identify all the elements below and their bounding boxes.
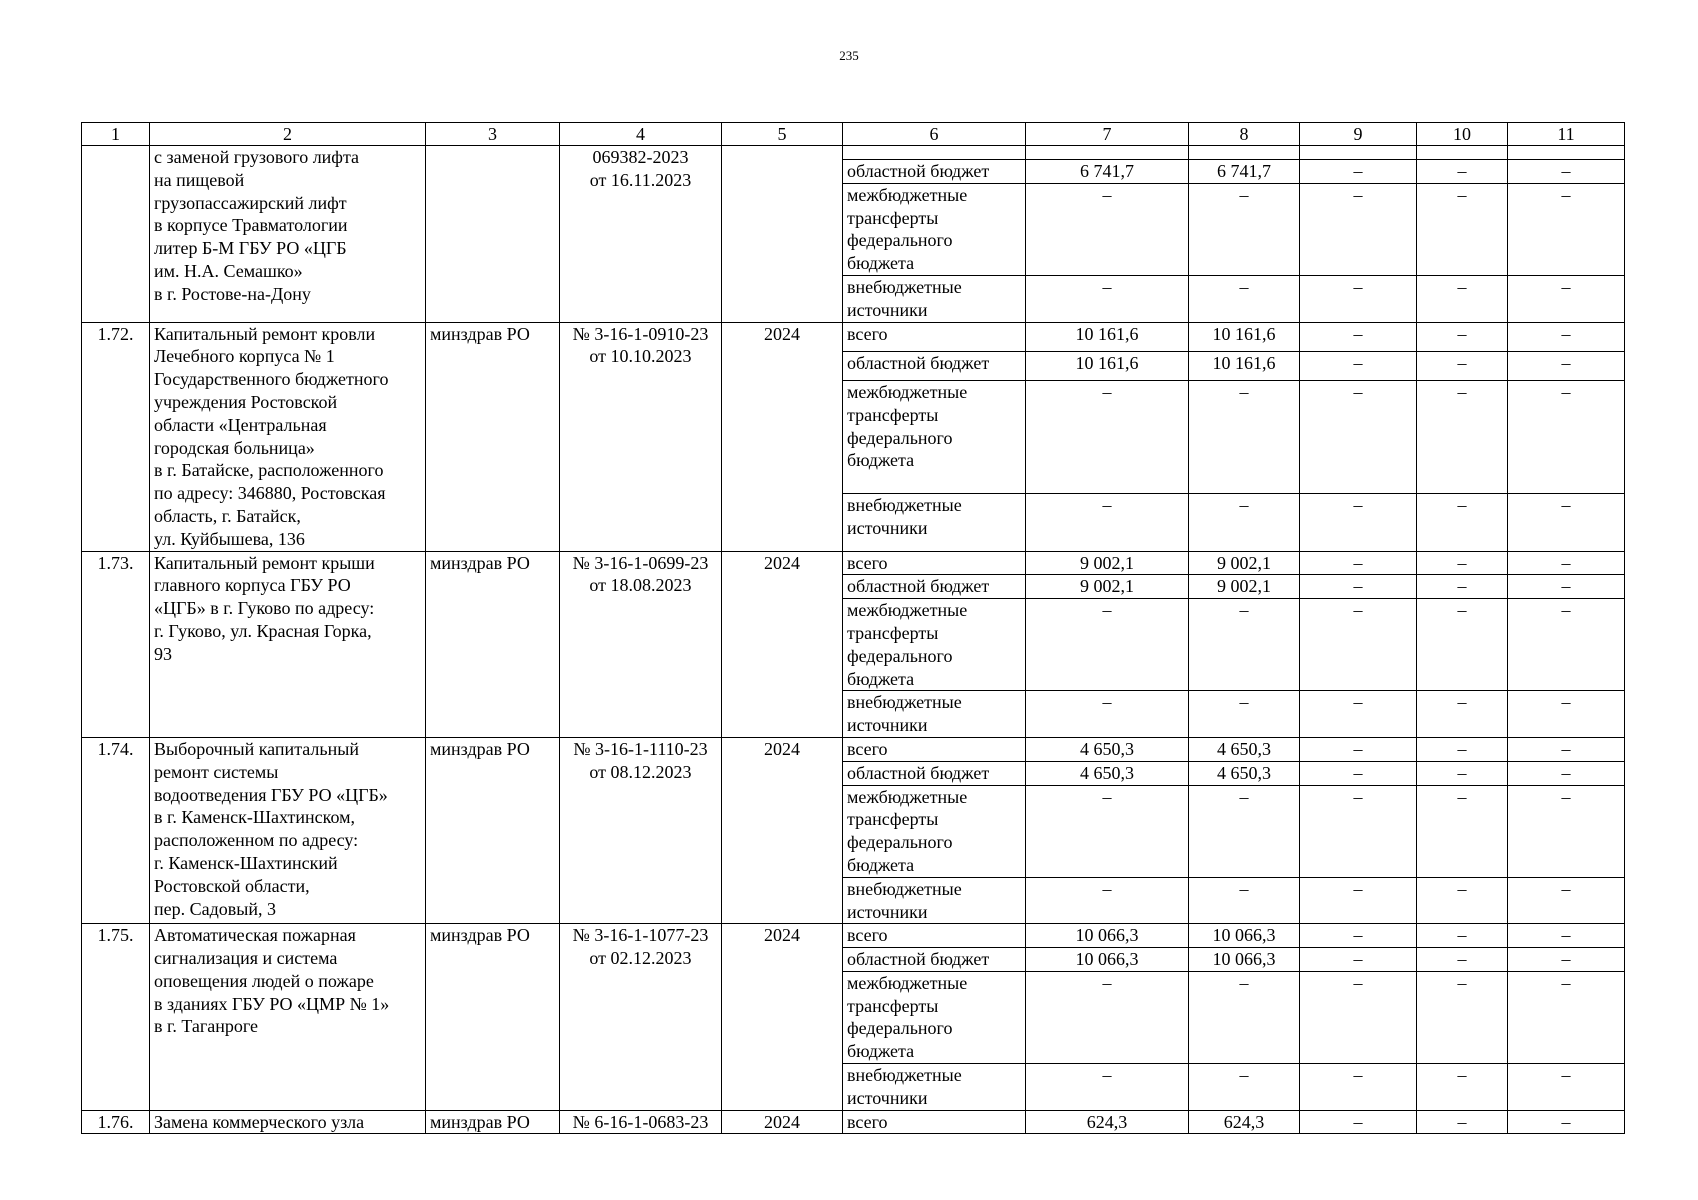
column-header: 4 — [560, 123, 722, 146]
amount-col-11: – — [1508, 971, 1625, 1063]
executor: минздрав РО — [426, 551, 560, 737]
amount-col-8: 9 002,1 — [1189, 575, 1300, 599]
amount-col-11: – — [1508, 351, 1625, 380]
year: 2024 — [722, 551, 843, 737]
funding-source: всего — [843, 1110, 1026, 1134]
amount-col-10: – — [1417, 551, 1508, 575]
funding-source: межбюджетные трансферты федерального бюджета — [843, 971, 1026, 1063]
amount-col-9: – — [1300, 275, 1417, 322]
funding-source: всего — [843, 924, 1026, 948]
table-row — [82, 924, 1625, 948]
column-header: 2 — [150, 123, 426, 146]
amount-col-11: – — [1508, 1064, 1625, 1111]
item-number — [82, 146, 150, 323]
funding-source: всего — [843, 737, 1026, 761]
column-header: 10 — [1417, 123, 1508, 146]
item-name: Выборочный капитальный ремонт системы водоотведения ГБУ РО «ЦГБ» в г. Каменск-Шахтинском, расположенном по адресу: г. Каменск-Шахтинский Ростовской области, пер. Садовый, 3 — [150, 737, 426, 923]
amount-col-7: – — [1026, 494, 1189, 551]
amount-col-9: – — [1300, 322, 1417, 351]
funding-source: внебюджетные источники — [843, 494, 1026, 551]
item-number: 1.76. — [82, 1110, 150, 1134]
amount-col-9: – — [1300, 971, 1417, 1063]
amount-col-10: – — [1417, 737, 1508, 761]
amount-col-10: – — [1417, 1110, 1508, 1134]
column-header: 9 — [1300, 123, 1417, 146]
amount-col-8: – — [1189, 691, 1300, 738]
amount-col-9: – — [1300, 183, 1417, 275]
executor — [426, 146, 560, 323]
amount-col-8 — [1189, 146, 1300, 160]
amount-col-8: 9 002,1 — [1189, 551, 1300, 575]
table-row — [82, 322, 1625, 351]
amount-col-8: – — [1189, 1064, 1300, 1111]
amount-col-11: – — [1508, 948, 1625, 972]
funding-source: областной бюджет — [843, 761, 1026, 785]
amount-col-7: – — [1026, 877, 1189, 924]
amount-col-9 — [1300, 146, 1417, 160]
budget-table — [81, 122, 1625, 1134]
year: 2024 — [722, 737, 843, 923]
page-number: 235 — [839, 48, 859, 63]
amount-col-9: – — [1300, 351, 1417, 380]
table-row — [82, 1110, 1625, 1134]
amount-col-8: – — [1189, 494, 1300, 551]
amount-col-10: – — [1417, 948, 1508, 972]
amount-col-8: 10 066,3 — [1189, 924, 1300, 948]
amount-col-7: – — [1026, 381, 1189, 494]
year: 2024 — [722, 924, 843, 1110]
amount-col-10: – — [1417, 785, 1508, 877]
executor: минздрав РО — [426, 924, 560, 1110]
executor: минздрав РО — [426, 1110, 560, 1134]
amount-col-11: – — [1508, 1110, 1625, 1134]
amount-col-9: – — [1300, 761, 1417, 785]
amount-col-11: – — [1508, 160, 1625, 184]
amount-col-9: – — [1300, 691, 1417, 738]
funding-source: областной бюджет — [843, 575, 1026, 599]
column-header: 5 — [722, 123, 843, 146]
column-header: 7 — [1026, 123, 1189, 146]
amount-col-8: 624,3 — [1189, 1110, 1300, 1134]
amount-col-11: – — [1508, 737, 1625, 761]
amount-col-8: – — [1189, 381, 1300, 494]
table-row — [82, 146, 1625, 160]
amount-col-10: – — [1417, 599, 1508, 691]
amount-col-10: – — [1417, 322, 1508, 351]
item-name: с заменой грузового лифта на пищевой грузопассажирский лифт в корпусе Травматологии литер Б-М ГБУ РО «ЦГБ им. Н.А. Семашко» в г. Ростове-на-Дону — [150, 146, 426, 323]
amount-col-11: – — [1508, 599, 1625, 691]
item-number: 1.75. — [82, 924, 150, 1110]
amount-col-7: 6 741,7 — [1026, 160, 1189, 184]
item-number: 1.74. — [82, 737, 150, 923]
document-number: № 3-16-1-1077-23 от 02.12.2023 — [560, 924, 722, 1110]
amount-col-9: – — [1300, 494, 1417, 551]
amount-col-10: – — [1417, 381, 1508, 494]
amount-col-8: – — [1189, 971, 1300, 1063]
document-number: № 6-16-1-0683-23 — [560, 1110, 722, 1134]
amount-col-7: 9 002,1 — [1026, 551, 1189, 575]
amount-col-8: 10 161,6 — [1189, 351, 1300, 380]
amount-col-9: – — [1300, 1110, 1417, 1134]
amount-col-10: – — [1417, 691, 1508, 738]
item-name: Замена коммерческого узла — [150, 1110, 426, 1134]
amount-col-7: 10 161,6 — [1026, 322, 1189, 351]
amount-col-9: – — [1300, 877, 1417, 924]
amount-col-7: – — [1026, 183, 1189, 275]
funding-source: межбюджетные трансферты федерального бюджета — [843, 381, 1026, 494]
amount-col-11: – — [1508, 183, 1625, 275]
amount-col-11: – — [1508, 494, 1625, 551]
funding-source: внебюджетные источники — [843, 691, 1026, 738]
amount-col-9: – — [1300, 924, 1417, 948]
amount-col-8: – — [1189, 183, 1300, 275]
amount-col-11: – — [1508, 551, 1625, 575]
amount-col-9: – — [1300, 551, 1417, 575]
amount-col-10: – — [1417, 183, 1508, 275]
item-name: Автоматическая пожарная сигнализация и система оповещения людей о пожаре в зданиях ГБУ РО «ЦМР № 1» в г. Таганроге — [150, 924, 426, 1110]
year: 2024 — [722, 1110, 843, 1134]
funding-source: внебюджетные источники — [843, 275, 1026, 322]
amount-col-8: 10 066,3 — [1189, 948, 1300, 972]
amount-col-7: – — [1026, 599, 1189, 691]
item-name: Капитальный ремонт крыши главного корпуса ГБУ РО «ЦГБ» в г. Гуково по адресу: г. Гуково, ул. Красная Горка, 93 — [150, 551, 426, 737]
funding-source: внебюджетные источники — [843, 877, 1026, 924]
item-number: 1.72. — [82, 322, 150, 551]
amount-col-10: – — [1417, 351, 1508, 380]
amount-col-10: – — [1417, 877, 1508, 924]
amount-col-11: – — [1508, 924, 1625, 948]
funding-source: всего — [843, 551, 1026, 575]
amount-col-9: – — [1300, 1064, 1417, 1111]
amount-col-11: – — [1508, 877, 1625, 924]
column-header: 11 — [1508, 123, 1625, 146]
year — [722, 146, 843, 323]
funding-source: областной бюджет — [843, 351, 1026, 380]
amount-col-10: – — [1417, 275, 1508, 322]
document-number: № 3-16-1-1110-23 от 08.12.2023 — [560, 737, 722, 923]
document-number: № 3-16-1-0910-23 от 10.10.2023 — [560, 322, 722, 551]
amount-col-9: – — [1300, 381, 1417, 494]
amount-col-7: 624,3 — [1026, 1110, 1189, 1134]
amount-col-11: – — [1508, 785, 1625, 877]
amount-col-7: – — [1026, 971, 1189, 1063]
amount-col-8: – — [1189, 785, 1300, 877]
item-name: Капитальный ремонт кровли Лечебного корпуса № 1 Государственного бюджетного учреждения Ростовской области «Центральная городская больница» в г. Батайске, расположенного по адресу: 346880, Ростовская область, г. Батайск, ул. Куйбышева, 136 — [150, 322, 426, 551]
column-header: 3 — [426, 123, 560, 146]
amount-col-10: – — [1417, 971, 1508, 1063]
table-row — [82, 551, 1625, 575]
amount-col-7: 4 650,3 — [1026, 737, 1189, 761]
amount-col-11: – — [1508, 322, 1625, 351]
document-number: № 3-16-1-0699-23 от 18.08.2023 — [560, 551, 722, 737]
amount-col-7: – — [1026, 785, 1189, 877]
amount-col-8: – — [1189, 599, 1300, 691]
amount-col-9: – — [1300, 785, 1417, 877]
amount-col-10 — [1417, 146, 1508, 160]
header-row — [82, 123, 1625, 146]
amount-col-11: – — [1508, 691, 1625, 738]
amount-col-10: – — [1417, 575, 1508, 599]
amount-col-7: 10 161,6 — [1026, 351, 1189, 380]
amount-col-11: – — [1508, 275, 1625, 322]
funding-source: межбюджетные трансферты федерального бюджета — [843, 183, 1026, 275]
funding-source: областной бюджет — [843, 160, 1026, 184]
funding-source: областной бюджет — [843, 948, 1026, 972]
amount-col-11: – — [1508, 761, 1625, 785]
executor: минздрав РО — [426, 737, 560, 923]
executor: минздрав РО — [426, 322, 560, 551]
amount-col-7: 10 066,3 — [1026, 948, 1189, 972]
amount-col-8: 6 741,7 — [1189, 160, 1300, 184]
amount-col-9: – — [1300, 575, 1417, 599]
year: 2024 — [722, 322, 843, 551]
amount-col-10: – — [1417, 494, 1508, 551]
amount-col-7: 9 002,1 — [1026, 575, 1189, 599]
amount-col-10: – — [1417, 924, 1508, 948]
funding-source — [843, 146, 1026, 160]
amount-col-7: – — [1026, 275, 1189, 322]
amount-col-8: – — [1189, 275, 1300, 322]
funding-source: межбюджетные трансферты федерального бюджета — [843, 599, 1026, 691]
amount-col-7: – — [1026, 1064, 1189, 1111]
amount-col-10: – — [1417, 160, 1508, 184]
amount-col-8: 4 650,3 — [1189, 761, 1300, 785]
amount-col-10: – — [1417, 1064, 1508, 1111]
amount-col-10: – — [1417, 761, 1508, 785]
amount-col-11: – — [1508, 381, 1625, 494]
funding-source: внебюджетные источники — [843, 1064, 1026, 1111]
amount-col-7: – — [1026, 691, 1189, 738]
amount-col-9: – — [1300, 599, 1417, 691]
item-number: 1.73. — [82, 551, 150, 737]
amount-col-11: – — [1508, 575, 1625, 599]
amount-col-8: – — [1189, 877, 1300, 924]
amount-col-8: 4 650,3 — [1189, 737, 1300, 761]
amount-col-9: – — [1300, 737, 1417, 761]
amount-col-8: 10 161,6 — [1189, 322, 1300, 351]
column-header: 6 — [843, 123, 1026, 146]
funding-source: межбюджетные трансферты федерального бюджета — [843, 785, 1026, 877]
amount-col-9: – — [1300, 948, 1417, 972]
funding-source: всего — [843, 322, 1026, 351]
amount-col-7: 4 650,3 — [1026, 761, 1189, 785]
document-number: 069382-2023 от 16.11.2023 — [560, 146, 722, 323]
amount-col-7 — [1026, 146, 1189, 160]
amount-col-7: 10 066,3 — [1026, 924, 1189, 948]
column-header: 8 — [1189, 123, 1300, 146]
amount-col-11 — [1508, 146, 1625, 160]
table-row — [82, 737, 1625, 761]
amount-col-9: – — [1300, 160, 1417, 184]
column-header: 1 — [82, 123, 150, 146]
